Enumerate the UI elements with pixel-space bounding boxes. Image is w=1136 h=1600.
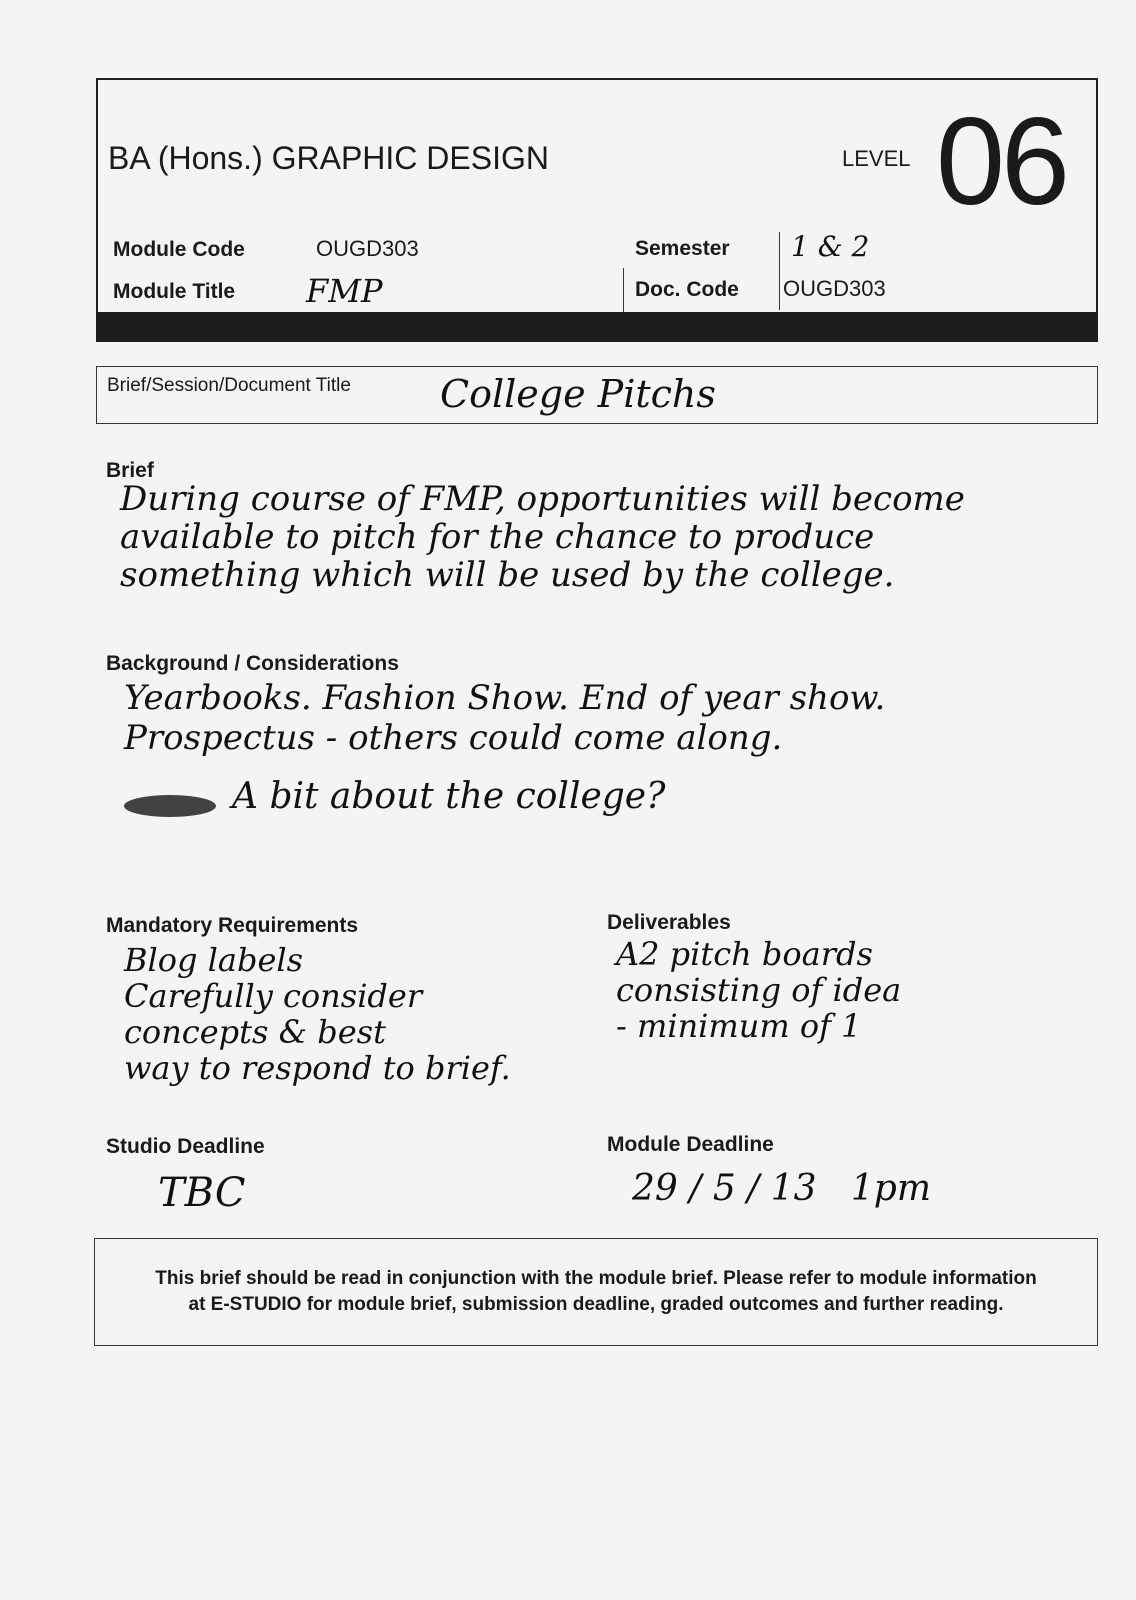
deliverables-label: Deliverables: [607, 911, 731, 934]
brief-line: available to pitch for the chance to produce: [120, 517, 875, 557]
brief-label: Brief: [106, 459, 154, 482]
deliverables-line: consisting of idea: [616, 971, 902, 1009]
course-title: BA (Hons.) GRAPHIC DESIGN: [108, 140, 549, 176]
doc-code-divider: [623, 268, 624, 312]
mandatory-line: Blog labels: [124, 941, 304, 979]
footer-note: [106, 1266, 1086, 1318]
document-title-label: Brief/Session/Document Title: [107, 375, 351, 396]
doc-code-value: OUGD303: [783, 276, 886, 301]
studio-deadline-label: Studio Deadline: [106, 1135, 265, 1158]
footer-note-line: This brief should be read in conjunction with the module brief. Please refer to module information: [155, 1268, 1037, 1289]
level-number: 06: [936, 93, 1066, 231]
background-label: Background / Considerations: [106, 652, 399, 675]
module-code-label: Module Code: [113, 238, 245, 261]
doc-code-label: Doc. Code: [635, 278, 739, 301]
semester-divider: [779, 232, 780, 310]
background-line: Prospectus - others could come along.: [124, 718, 783, 758]
deliverables-line: A2 pitch boards: [616, 935, 873, 973]
background-question: A bit about the college?: [232, 776, 666, 817]
module-title-label: Module Title: [113, 280, 236, 303]
header-bar: [96, 312, 1098, 342]
module-deadline-label: Module Deadline: [607, 1133, 774, 1156]
mandatory-line: Carefully consider: [124, 977, 423, 1015]
studio-deadline-value: TBC: [158, 1170, 246, 1216]
mandatory-line: concepts & best: [124, 1013, 386, 1051]
mandatory-text: [124, 942, 511, 1086]
footer-note-box: [94, 1238, 1098, 1346]
footer-note-line: at E-STUDIO for module brief, submission deadline, graded outcomes and further reading.: [188, 1294, 1004, 1315]
semester-value: 1 & 2: [791, 230, 870, 263]
document-title-value: College Pitchs: [440, 372, 716, 416]
brief-text: [120, 480, 965, 594]
mandatory-label: Mandatory Requirements: [106, 914, 359, 937]
scribble-mark: [124, 795, 216, 817]
deliverables-line: - minimum of 1: [616, 1007, 862, 1045]
module-title-value: FMP: [306, 272, 383, 310]
module-deadline-value: 29 / 5 / 13 1pm: [632, 1168, 931, 1209]
brief-line: During course of FMP, opportunities will become: [120, 479, 965, 519]
background-line: Yearbooks. Fashion Show. End of year show.: [124, 678, 886, 718]
module-code-value: OUGD303: [316, 236, 419, 261]
brief-line: something which will be used by the college.: [120, 555, 895, 595]
deliverables-text: [616, 936, 901, 1044]
background-text: [124, 678, 885, 758]
mandatory-line: way to respond to brief.: [124, 1049, 511, 1087]
level-label: LEVEL: [842, 146, 911, 171]
semester-label: Semester: [635, 237, 730, 260]
